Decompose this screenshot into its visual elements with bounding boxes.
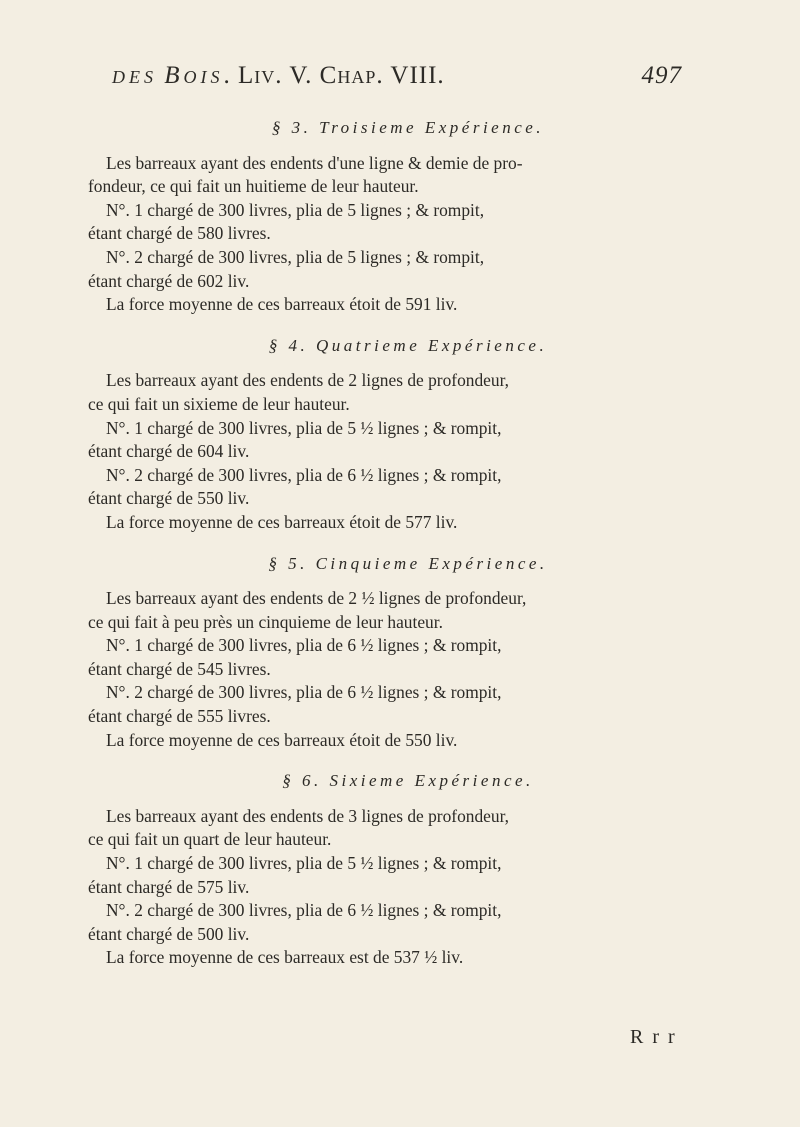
section-text — [88, 369, 728, 534]
text-line: étant chargé de 550 liv. — [88, 488, 250, 509]
text-line: étant chargé de 500 liv. — [88, 923, 250, 944]
section-3 — [88, 116, 728, 317]
text-line: N°. 2 chargé de 300 livres, plia de 6 ½ lignes ; & rompit, — [106, 900, 502, 921]
section-4 — [88, 334, 728, 535]
running-title-rest: . Liv. V. Chap. VIII. — [223, 62, 445, 89]
section-title: § 4. Quatrieme Expérience. — [268, 335, 548, 355]
page-body — [88, 116, 728, 970]
text-line: La force moyenne de ces barreaux est de 537 ½ liv. — [106, 947, 464, 968]
section-6 — [88, 769, 728, 970]
text-line: étant chargé de 604 liv. — [88, 441, 250, 462]
section-text — [88, 152, 728, 317]
text-line: Les barreaux ayant des endents de 3 lignes de profondeur, — [106, 805, 510, 826]
signature-mark: R r r — [630, 1026, 677, 1048]
section-text — [88, 587, 728, 752]
text-line: Les barreaux ayant des endents de 2 ½ lignes de profondeur, — [106, 588, 527, 609]
text-line: N°. 1 chargé de 300 livres, plia de 5 ½ lignes ; & rompit, — [106, 853, 502, 874]
text-line: La force moyenne de ces barreaux étoit de 550 liv. — [106, 729, 458, 750]
text-line: N°. 2 chargé de 300 livres, plia de 5 lignes ; & rompit, — [106, 246, 485, 267]
text-line: étant chargé de 575 liv. — [88, 876, 250, 897]
running-title-bois: Bois — [164, 62, 224, 89]
text-line: ce qui fait à peu près un cinquieme de leur hauteur. — [88, 611, 443, 632]
text-line: N°. 2 chargé de 300 livres, plia de 6 ½ lignes ; & rompit, — [106, 464, 502, 485]
section-5 — [88, 552, 728, 753]
section-title: § 3. Troisieme Expérience. — [271, 118, 545, 137]
section-title: § 5. Cinquieme Expérience. — [268, 553, 548, 573]
page-number: 497 — [641, 62, 682, 89]
text-line: La force moyenne de ces barreaux étoit de 591 liv. — [106, 294, 458, 315]
text-line: étant chargé de 580 livres. — [88, 223, 271, 244]
text-line: Les barreaux ayant des endents d'une ligne & demie de pro- — [106, 152, 523, 173]
text-line: Les barreaux ayant des endents de 2 lignes de profondeur, — [106, 370, 510, 391]
text-line: N°. 1 chargé de 300 livres, plia de 5 lignes ; & rompit, — [106, 199, 485, 220]
text-line: N°. 1 chargé de 300 livres, plia de 6 ½ lignes ; & rompit, — [106, 635, 502, 656]
running-header — [112, 62, 682, 98]
text-line: La force moyenne de ces barreaux étoit de 577 liv. — [106, 511, 458, 532]
running-title-prefix: des — [112, 62, 157, 89]
text-line: fondeur, ce qui fait un huitieme de leur hauteur. — [88, 176, 419, 197]
text-line: étant chargé de 545 livres. — [88, 658, 271, 679]
running-title — [112, 62, 445, 90]
text-line: N°. 1 chargé de 300 livres, plia de 5 ½ lignes ; & rompit, — [106, 417, 502, 438]
text-line: ce qui fait un quart de leur hauteur. — [88, 829, 332, 850]
section-text — [88, 805, 728, 970]
section-title: § 6. Sixieme Expérience. — [282, 771, 534, 791]
text-line: N°. 2 chargé de 300 livres, plia de 6 ½ lignes ; & rompit, — [106, 682, 502, 703]
text-line: ce qui fait un sixieme de leur hauteur. — [88, 393, 350, 414]
text-line: étant chargé de 602 liv. — [88, 270, 250, 291]
text-line: étant chargé de 555 livres. — [88, 706, 271, 727]
